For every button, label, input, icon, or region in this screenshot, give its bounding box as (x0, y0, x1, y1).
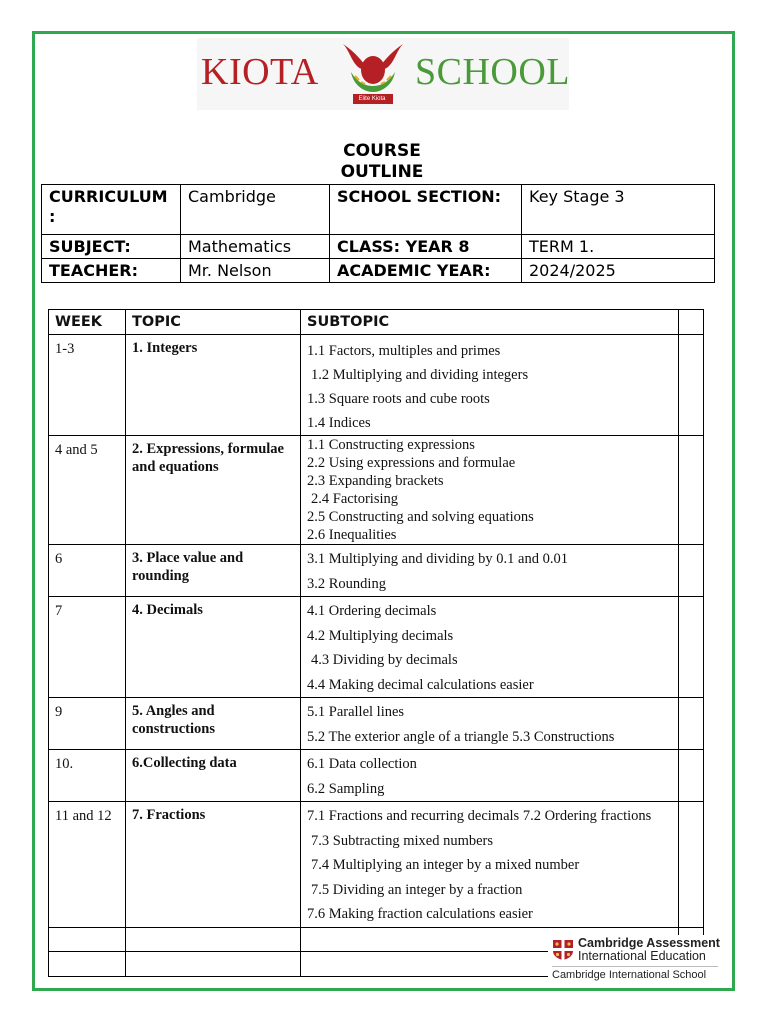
school-section-value: Key Stage 3 (522, 185, 715, 235)
subtopic-item: 2.3 Expanding brackets (307, 473, 444, 489)
table-row (49, 436, 704, 545)
topic-cell: 5. Angles and constructions (126, 698, 301, 750)
table-row (49, 545, 704, 597)
extra-cell (679, 545, 704, 597)
week-cell: 1-3 (49, 335, 126, 436)
subtopic-item: 4.4 Making decimal calculations easier (307, 676, 534, 693)
week-cell: 10. (49, 750, 126, 802)
subtopic-cell (301, 750, 679, 802)
header-topic: TOPIC (126, 310, 301, 335)
school-section-label: SCHOOL SECTION: (330, 185, 522, 235)
subtopic-item: 4.2 Multiplying decimals (307, 627, 454, 644)
subtopic-item: 7.3 Subtracting mixed numbers (311, 832, 494, 849)
logo-text-school: SCHOOL (415, 51, 571, 93)
subtopic-item: 1.4 Indices (307, 415, 371, 431)
topic-cell: 3. Place value and rounding (126, 545, 301, 597)
table-row (49, 698, 704, 750)
header-week: WEEK (49, 310, 126, 335)
topic-cell: 7. Fractions (126, 802, 301, 928)
table-row (49, 597, 704, 698)
header-subtopic: SUBTOPIC (301, 310, 679, 335)
course-outline-table (48, 309, 704, 977)
title-line-1: COURSE (343, 141, 421, 161)
logo-text-kiota: KIOTA (201, 51, 319, 93)
school-logo (197, 38, 569, 110)
week-cell: 6 (49, 545, 126, 597)
subtopic-cell (301, 802, 679, 928)
subtopic-cell (301, 545, 679, 597)
subtopic-item: 2.2 Using expressions and formulae (307, 455, 516, 471)
table-row (49, 335, 704, 436)
extra-cell (679, 335, 704, 436)
extra-cell (679, 436, 704, 545)
curriculum-label: CURRICULUM : (42, 185, 181, 235)
cambridge-shield-icon (552, 939, 574, 961)
subtopic-item: 4.1 Ordering decimals (307, 603, 437, 619)
class-label: CLASS: YEAR 8 (330, 235, 522, 259)
subtopic-item: 2.6 Inequalities (307, 527, 397, 543)
academic-year-value: 2024/2025 (522, 259, 715, 283)
title-line-2: OUTLINE (340, 162, 424, 182)
subtopic-cell (301, 335, 679, 436)
curriculum-value: Cambridge (181, 185, 330, 235)
subject-label: SUBJECT: (42, 235, 181, 259)
subtopic-item: 1.3 Square roots and cube roots (307, 391, 490, 407)
extra-cell (679, 750, 704, 802)
subtopic-item: 7.1 Fractions and recurring decimals 7.2 Ordering fractions (307, 808, 652, 824)
subtopic-cell (301, 698, 679, 750)
subtopic-item: 4.3 Dividing by decimals (311, 652, 458, 668)
page-title (300, 141, 464, 183)
topic-cell: 1. Integers (126, 335, 301, 436)
subtopic-item: 1.2 Multiplying and dividing integers (311, 367, 529, 383)
term-value: TERM 1. (522, 235, 715, 259)
table-header-row (49, 310, 704, 335)
subtopic-item: 2.5 Constructing and solving equations (307, 509, 534, 525)
week-cell: 4 and 5 (49, 436, 126, 545)
teacher-label: TEACHER: (42, 259, 181, 283)
table-row (49, 802, 704, 928)
week-cell: 7 (49, 597, 126, 698)
extra-cell (679, 597, 704, 698)
topic-cell: 6.Collecting data (126, 750, 301, 802)
subtopic-item: 7.5 Dividing an integer by a fraction (311, 881, 523, 898)
subtopic-item: 2.4 Factorising (311, 491, 398, 507)
academic-year-label: ACADEMIC YEAR: (330, 259, 522, 283)
subject-value: Mathematics (181, 235, 330, 259)
subtopic-item: 1.1 Factors, multiples and primes (307, 343, 501, 359)
subtopic-item: 7.6 Making fraction calculations easier (307, 906, 533, 922)
subtopic-item: 3.1 Multiplying and dividing by 0.1 and 0.01 (307, 551, 568, 567)
subtopic-item: 7.4 Multiplying an integer by a mixed number (311, 857, 580, 873)
info-row-curriculum (42, 185, 715, 235)
subtopic-item: 1.1 Constructing expressions (307, 437, 475, 453)
table-row (49, 750, 704, 802)
subtopic-item: 6.2 Sampling (307, 780, 385, 797)
header-extra (679, 310, 704, 335)
week-cell: 11 and 12 (49, 802, 126, 928)
topic-cell: 4. Decimals (126, 597, 301, 698)
logo-motto: Elite Kiota (358, 96, 386, 102)
cambridge-logo (548, 935, 720, 985)
extra-cell (679, 802, 704, 928)
cambridge-line-2: International Education (578, 949, 706, 963)
week-cell: 9 (49, 698, 126, 750)
subtopic-item: 5.1 Parallel lines (307, 704, 405, 720)
extra-cell (679, 698, 704, 750)
cambridge-line-3: Cambridge International School (552, 969, 707, 981)
subtopic-item: 5.2 The exterior angle of a triangle 5.3 Constructions (307, 728, 615, 745)
info-row-teacher (42, 259, 715, 283)
info-row-subject (42, 235, 715, 259)
cambridge-line-1: Cambridge Assessment (578, 936, 720, 950)
subtopic-item: 3.2 Rounding (307, 575, 386, 592)
subtopic-cell (301, 597, 679, 698)
cambridge-divider (552, 966, 718, 967)
topic-cell: 2. Expressions, formulae and equations (126, 436, 301, 545)
course-info-table (41, 184, 715, 283)
subtopic-item: 6.1 Data collection (307, 756, 417, 772)
subtopic-cell (301, 436, 679, 545)
teacher-value: Mr. Nelson (181, 259, 330, 283)
